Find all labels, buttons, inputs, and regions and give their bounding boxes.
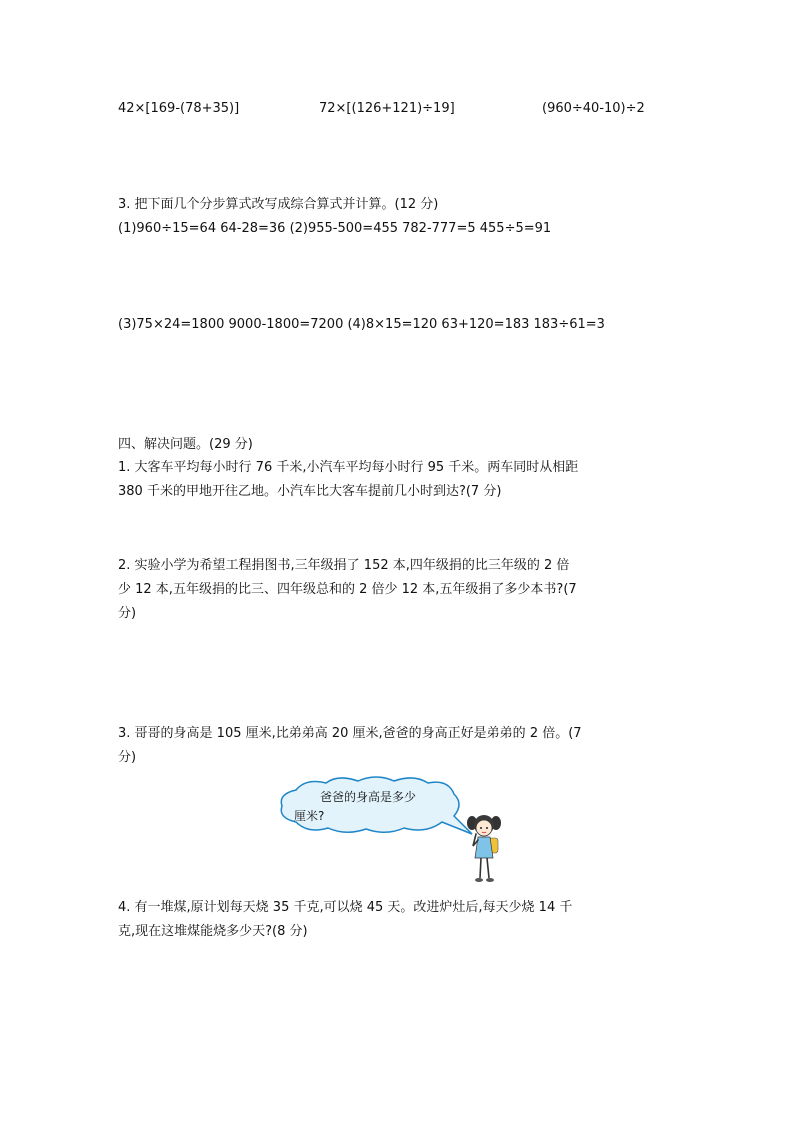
section3-row2: (3)75×24=1800 9000-1800=7200 (4)8×15=120 63+120=183 183÷61=3 (118, 317, 605, 332)
bubble-line2: 厘米? (294, 809, 325, 823)
speech-bubble-shape (276, 776, 476, 836)
expression-1: 42×[169-(78+35)] (118, 101, 240, 116)
q4-line1: 4. 有一堆煤,原计划每天烧 35 千克,可以烧 45 天。改进炉灶后,每天少烧 14 千 (118, 900, 573, 915)
q3-line1: 3. 哥哥的身高是 105 厘米,比弟弟高 20 厘米,爸爸的身高正好是弟弟的 2 倍。(7 (118, 726, 582, 741)
section3-title: 3. 把下面几个分步算式改写成综合算式并计算。(12 分) (118, 197, 439, 212)
q2-line1: 2. 实验小学为希望工程捐图书,三年级捐了 152 本,四年级捐的比三年级的 2 倍 (118, 558, 570, 573)
q1-line2: 380 千米的甲地开往乙地。小汽车比大客车提前几小时到达?(7 分) (118, 484, 502, 499)
q1-line1: 1. 大客车平均每小时行 76 千米,小汽车平均每小时行 95 千米。两车同时从相距 (118, 460, 579, 475)
q2-line3: 分) (118, 606, 137, 621)
bubble-line1: 爸爸的身高是多少 (320, 790, 417, 804)
speech-bubble (276, 776, 476, 836)
girl-illustration (464, 812, 504, 892)
q4-line2: 克,现在这堆煤能烧多少天?(8 分) (118, 924, 308, 939)
expression-2: 72×[(126+121)÷19] (319, 101, 455, 116)
section4-title: 四、解决问题。(29 分) (118, 437, 253, 452)
section3-row1: (1)960÷15=64 64-28=36 (2)955-500=455 782-777=5 455÷5=91 (118, 221, 552, 236)
q3-line2: 分) (118, 750, 137, 765)
expression-3: (960÷40-10)÷2 (542, 101, 645, 116)
q2-line2: 少 12 本,五年级捐的比三、四年级总和的 2 倍少 12 本,五年级捐了多少本书?(7 (118, 582, 577, 597)
